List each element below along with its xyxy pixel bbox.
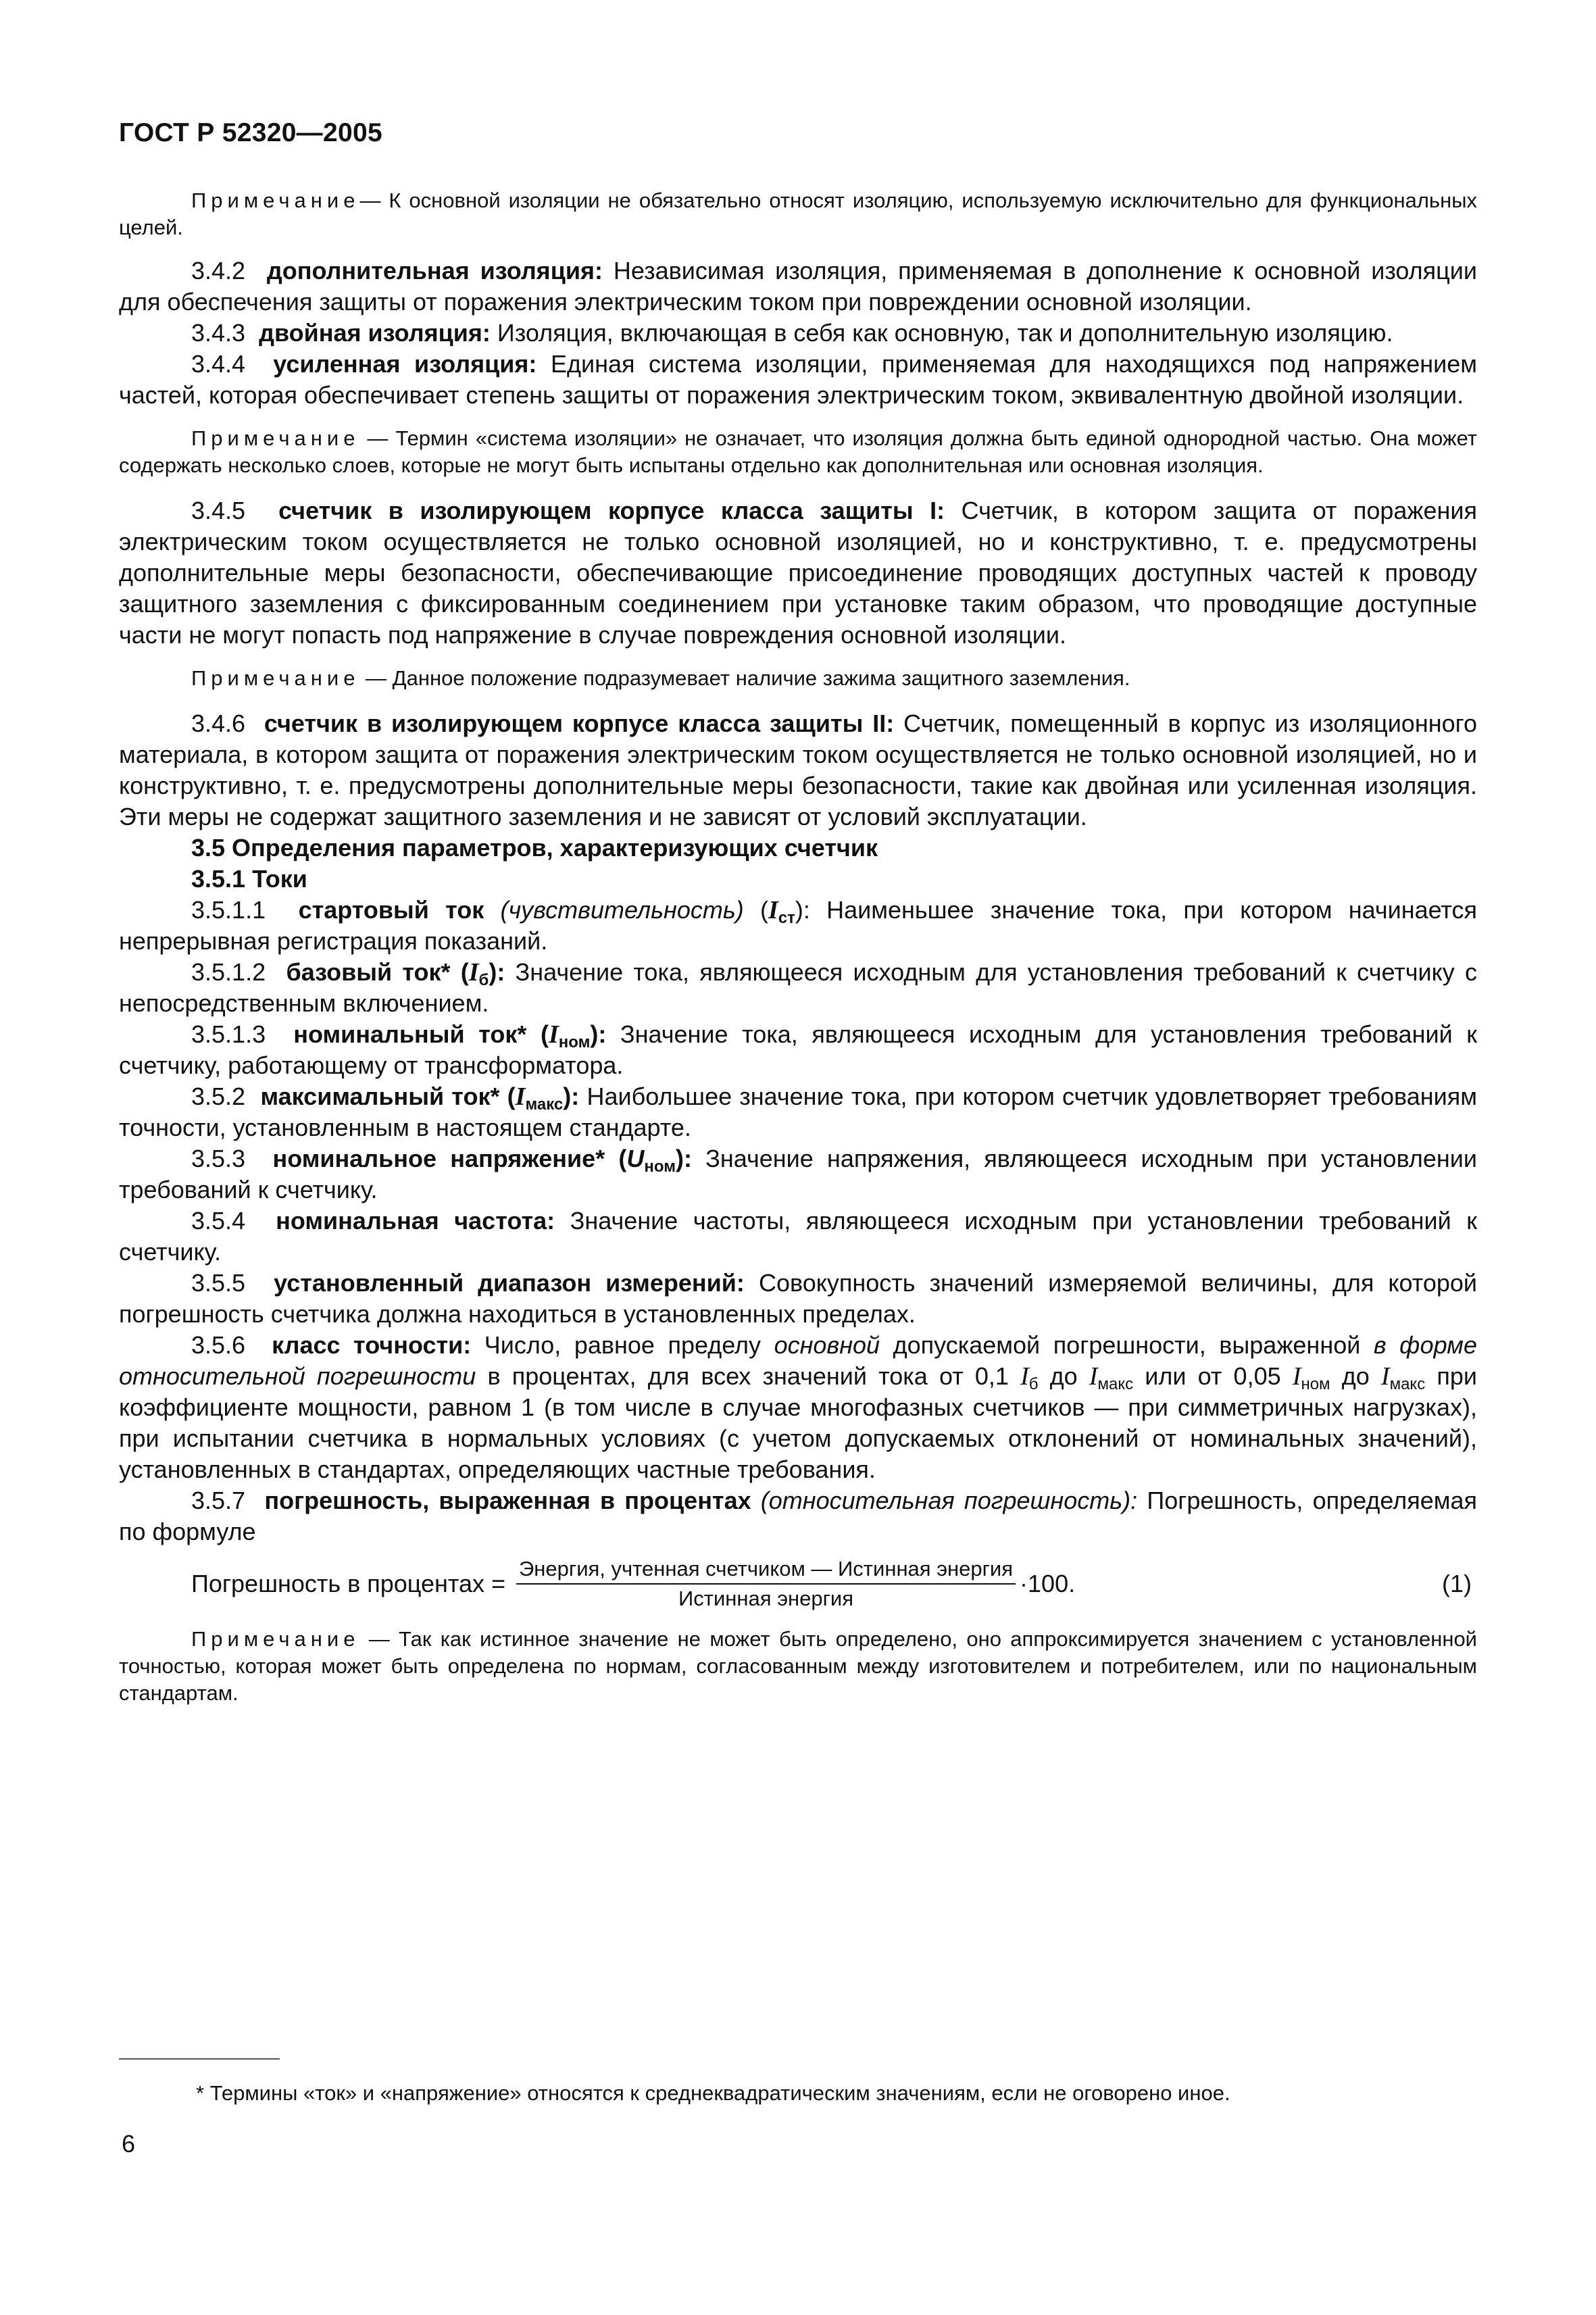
- clause-3-5-6: [119, 1330, 1477, 1485]
- clause-number: 3.5.2: [191, 1082, 246, 1110]
- section-heading-3-5: 3.5 Определения параметров, характеризующих счетчик: [191, 834, 878, 862]
- clause-term: установленный диапазон измерений:: [274, 1269, 745, 1297]
- formula-number: (1): [1442, 1570, 1472, 1597]
- symbol-current: I: [1020, 1362, 1029, 1391]
- clause-term: номинальный ток* (: [293, 1020, 549, 1048]
- symbol-subscript: макс: [1389, 1375, 1426, 1393]
- clause-text: Погрешность, определяемая по формуле: [119, 1487, 1477, 1545]
- clause-term: стартовый ток: [298, 896, 484, 924]
- footnote: * Термины «ток» и «напряжение» относятся к среднеквадратическим значениям, если не оговорено иное.: [196, 2081, 1230, 2105]
- formula-denominator: Истинная энергия: [678, 1587, 854, 1610]
- clause-3-5-1-2: [119, 957, 1477, 1019]
- clause-number: 3.5.1.1: [191, 896, 266, 924]
- clause-3-5-1-3: [119, 1019, 1477, 1081]
- paren-close: ):: [489, 958, 505, 986]
- clause-number: 3.5.5: [191, 1269, 246, 1297]
- paren-open: (: [743, 896, 768, 924]
- paren-close: ):: [795, 896, 810, 924]
- symbol-voltage: U: [626, 1145, 645, 1172]
- clause-text: Значение тока, являющееся исходным для установления требований к счетчику, работающему от трансформатора.: [119, 1020, 1477, 1079]
- section-heading-3-5-1: 3.5.1 Токи: [191, 865, 307, 893]
- note-label: Примечание: [191, 666, 360, 690]
- page-number: 6: [122, 2130, 136, 2158]
- clause-text: до: [1330, 1362, 1381, 1390]
- clause-3-5-1-1: [119, 895, 1477, 957]
- clause-text: при коэффициенте мощности, равном 1 (в том числе в случае многофазных счетчиков — при симметричных нагрузках), при испытании счетчика в нормальных условиях (с учетом допускаемых отклонений от номинальных значений), установленных в стандартах, определяющих частные требования.: [119, 1362, 1477, 1483]
- clause-term: счетчик в изолирующем корпусе класса защиты I:: [278, 497, 945, 524]
- clause-number: 3.4.6: [191, 710, 246, 737]
- clause-text: Значение напряжения, являющееся исходным при установлении требований к счетчику.: [119, 1145, 1477, 1203]
- clause-alt-term: (чувствительность): [484, 896, 744, 924]
- note-label: Примечание: [191, 426, 360, 450]
- symbol-current: I: [1292, 1362, 1301, 1391]
- note-3: [119, 665, 1477, 692]
- clause-term: номинальная частота:: [276, 1207, 555, 1235]
- clause-number: 3.5.7: [191, 1487, 246, 1514]
- clause-3-4-5: [119, 495, 1477, 651]
- symbol-subscript: ст: [778, 909, 795, 927]
- symbol-subscript: б: [478, 971, 489, 989]
- clause-3-4-6: [119, 708, 1477, 832]
- clause-text: Число, равное пределу: [471, 1331, 774, 1359]
- clause-text: в процентах, для всех значений тока от 0,1: [476, 1362, 1021, 1390]
- clause-number: 3.5.3: [191, 1145, 246, 1172]
- clause-number: 3.4.3: [191, 319, 246, 347]
- clause-3-5-4: [119, 1205, 1477, 1268]
- symbol-subscript: ном: [1301, 1375, 1330, 1393]
- clause-number: 3.5.4: [191, 1207, 246, 1235]
- clause-3-4-2: [119, 255, 1477, 318]
- paren-close: ):: [675, 1145, 692, 1172]
- note-text: — Термин «система изоляции» не означает, что изоляция должна быть единой однородной частью. Она может содержать несколько слоев, которые не могут быть испытаны отдельно как дополнительная или основная изоляция.: [119, 426, 1477, 477]
- symbol-current: I: [548, 1020, 559, 1049]
- clause-text: или от 0,05: [1133, 1362, 1293, 1390]
- paren-close: ):: [563, 1082, 580, 1110]
- formula-factor: ·100.: [1020, 1570, 1076, 1597]
- clause-3-5-3: [119, 1143, 1477, 1205]
- symbol-current: I: [515, 1082, 526, 1111]
- clause-term: усиленная изоляция:: [273, 350, 537, 378]
- clause-text: Изоляция, включающая в себя как основную, так и дополнительную изоляцию.: [490, 319, 1393, 347]
- clause-term: погрешность, выраженная в процентах: [264, 1487, 751, 1514]
- footnote-divider: [119, 2058, 280, 2060]
- clause-number: 3.4.5: [191, 497, 246, 524]
- note-4: [119, 1626, 1477, 1707]
- clause-text: Единая система изоляции, применяемая для находящихся под напряжением частей, которая обеспечивает степень защиты от поражения электрическим током, эквивалентную двойной изоляции.: [119, 350, 1477, 409]
- clause-3-5-7: [119, 1485, 1477, 1547]
- symbol-subscript: макс: [525, 1095, 564, 1114]
- note-2: [119, 425, 1477, 479]
- note-text: — К основной изоляции не обязательно относят изоляцию, используемую исключительно для функциональных целей.: [119, 189, 1477, 239]
- clause-term: базовый ток* (: [286, 958, 469, 986]
- clause-3-4-3: [119, 318, 1477, 349]
- formula-fraction: [516, 1556, 1016, 1612]
- formula-lhs: Погрешность в процентах =: [191, 1570, 506, 1597]
- formula-numerator: Энергия, учтенная счетчиком — Истинная энергия: [516, 1556, 1016, 1585]
- symbol-subscript: б: [1028, 1375, 1039, 1393]
- symbol-current: I: [768, 896, 778, 924]
- clause-number: 3.4.4: [191, 350, 246, 378]
- clause-text: Наибольшее значение тока, при котором счетчик удовлетворяет требованиям точности, установленным в настоящем стандарте.: [119, 1082, 1478, 1141]
- clause-text: допускаемой погрешности, выраженной: [880, 1331, 1374, 1359]
- symbol-current: I: [468, 958, 479, 987]
- note-1: [119, 187, 1477, 241]
- note-text: — Данное положение подразумевает наличие зажима защитного заземления.: [359, 666, 1130, 690]
- symbol-current: I: [1089, 1362, 1098, 1391]
- clause-term: номинальное напряжение* (: [272, 1145, 627, 1172]
- clause-term: класс точности:: [272, 1331, 472, 1359]
- paren-close: ):: [590, 1020, 607, 1048]
- clause-text: Независимая изоляция, применяемая в дополнение к основной изоляции для обеспечения защиты от поражения электрическим током при повреждении основной изоляции.: [119, 257, 1478, 316]
- symbol-subscript: ном: [558, 1033, 591, 1051]
- clause-number: 3.5.1.2: [191, 958, 266, 986]
- clause-text: Значение тока, являющееся исходным для установления требований к счетчику с непосредственным включением.: [119, 958, 1477, 1017]
- clause-term: счетчик в изолирующем корпусе класса защиты II:: [264, 710, 895, 737]
- note-label: Примечание: [191, 189, 360, 212]
- clause-text: Счетчик, в котором защита от поражения электрическим током осуществляется не только основной изоляцией, но и конструктивно, т. е. предусмотрены дополнительные меры безопасности, обеспечивающие присоединение проводящих доступных частей к проводу защитного заземления с фиксированным соединением при установке таким образом, что проводящие доступные части не могут попасть под напряжение в случае повреждения основной изоляции.: [119, 497, 1477, 649]
- document-id: ГОСТ Р 52320—2005: [119, 118, 382, 147]
- clause-number: 3.5.1.3: [191, 1020, 266, 1048]
- clause-term: максимальный ток* (: [260, 1082, 516, 1110]
- clause-alt-term: (относительная погрешность):: [751, 1487, 1138, 1514]
- clause-text: Совокупность значений измеряемой величины, для которой погрешность счетчика должна находиться в установленных пределах.: [119, 1269, 1477, 1328]
- clause-number: 3.4.2: [191, 257, 246, 284]
- clause-3-4-4: [119, 349, 1477, 411]
- document-page: [119, 118, 1477, 1707]
- clause-text: до: [1038, 1362, 1089, 1390]
- note-text: — Так как истинное значение не может быть определено, оно аппроксимируется значением с установленной точностью, которая может быть определена по нормам, согласованным между изготовителем и потребителем, или по национальным стандартам.: [119, 1627, 1477, 1705]
- clause-term: дополнительная изоляция:: [266, 257, 603, 284]
- formula-1: [119, 1555, 1477, 1612]
- symbol-subscript: ном: [644, 1158, 676, 1176]
- symbol-current: I: [1380, 1362, 1390, 1391]
- clause-number: 3.5.6: [191, 1331, 246, 1359]
- clause-emphasis: основной: [774, 1331, 880, 1359]
- clause-3-5-2: [119, 1081, 1477, 1143]
- clause-term: двойная изоляция:: [259, 319, 491, 347]
- clause-3-5-5: [119, 1268, 1477, 1330]
- clause-emphasis: в форме относительной погрешности: [119, 1331, 1477, 1390]
- note-label: Примечание: [191, 1627, 360, 1651]
- clause-text: Счетчик, помещенный в корпус из изоляционного материала, в котором защита от поражения электрическим током осуществляется не только основной изоляцией, но и конструктивно, т. е. предусмотрены дополнительные меры безопасности, такие как двойная или усиленная изоляция. Эти меры не содержат защитного заземления и не зависят от условий эксплуатации.: [119, 710, 1477, 830]
- symbol-subscript: макс: [1097, 1375, 1134, 1393]
- clause-text: Значение частоты, являющееся исходным при установлении требований к счетчику.: [119, 1207, 1477, 1266]
- clause-text: Наименьшее значение тока, при котором начинается непрерывная регистрация показаний.: [119, 896, 1477, 955]
